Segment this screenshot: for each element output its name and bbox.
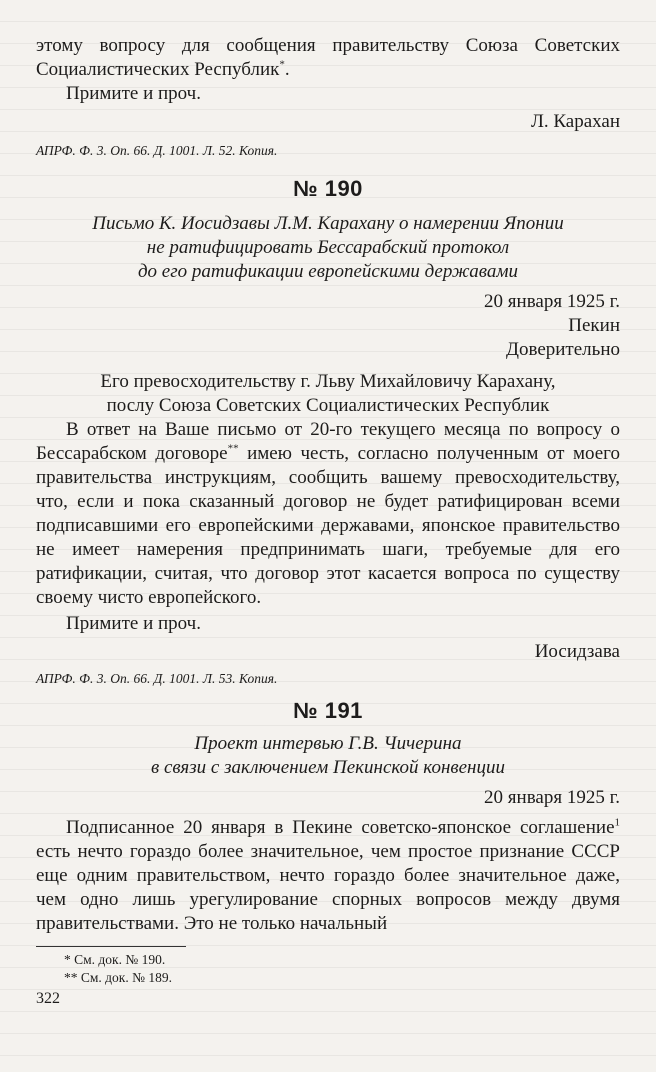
document-title xyxy=(36,732,620,780)
footnote: ** См. док. № 189. xyxy=(64,970,172,985)
signature: Л. Карахан xyxy=(530,111,620,132)
signature: Иосидзава xyxy=(534,641,620,662)
footnote-rule xyxy=(36,946,186,947)
document-place: Пекин xyxy=(568,315,620,336)
archive-reference: АПРФ. Ф. 3. Оп. 66. Д. 1001. Л. 53. Копия. xyxy=(36,671,278,686)
footnote-mark: * xyxy=(279,58,285,71)
footnote-mark: ** xyxy=(227,442,239,455)
title-line: до его ратификации европейскими державами xyxy=(137,261,519,282)
addressee-line: Его превосходительству г. Льву Михайловичу Карахану, xyxy=(100,371,556,392)
footnote-mark: 1 xyxy=(614,816,620,829)
document-number: № 190 xyxy=(293,176,363,201)
closing-line: Примите и проч. xyxy=(66,613,201,634)
footnote: * См. док. № 190. xyxy=(64,952,166,967)
document-title xyxy=(36,212,620,284)
closing-line: Примите и проч. xyxy=(66,83,201,104)
document-date: 20 января 1925 г. xyxy=(484,787,620,808)
title-line: не ратифицировать Бессарабский протокол xyxy=(146,237,510,258)
archive-reference: АПРФ. Ф. 3. Оп. 66. Д. 1001. Л. 52. Копия. xyxy=(36,143,278,158)
document-classification: Доверительно xyxy=(506,339,620,360)
title-line: Проект интервью Г.В. Чичерина xyxy=(194,733,462,754)
title-line: Письмо К. Иосидзавы Л.М. Карахану о намерении Японии xyxy=(92,213,564,234)
page-number: 322 xyxy=(36,990,60,1007)
continuation-paragraph: этому вопросу для сообщения правительству Союза Советских Социалистических Республик*. xyxy=(36,35,620,80)
interview-body: Подписанное 20 января в Пекине советско-японское соглашение$^1$ есть нечто гораздо более значительное, чем простое признание СССР еще одним правительством, нечто гораздо более значительное даже, чем одно лишь урегулирование спорных вопросов между двумя правительствами. Это не только начальный xyxy=(36,816,620,934)
document-date: 20 января 1925 г. xyxy=(484,291,620,312)
title-line: в связи с заключением Пекинской конвенции xyxy=(151,757,505,778)
addressee-line: послу Союза Советских Социалистических Республик xyxy=(106,395,550,416)
letter-body: В ответ на Ваше письмо от 20-го текущего месяца по вопросу о Бессарабском договоре** имею честь, согласно полученным от моего правительства инструкциям, сообщить вашему превосходительству, что, если и пока сказанный договор не будет ратифицирован всеми подписавшими его европейскими державами, японское правительство не имеет намерения предпринимать шаги, требуемые для его ратификации, считая, что договор этот касается вопроса по существу своему чисто европейского. xyxy=(36,419,620,608)
addressee-block xyxy=(36,370,620,418)
document-number: № 191 xyxy=(293,698,363,723)
